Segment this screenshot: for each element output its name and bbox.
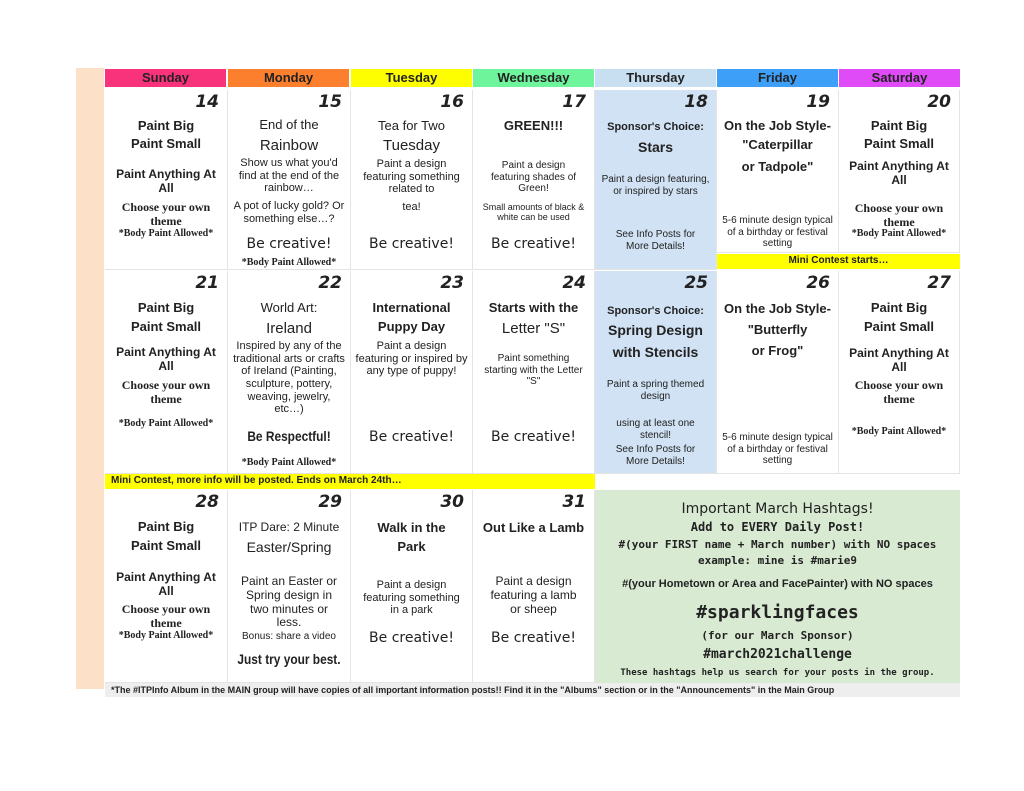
description-2: using at least one stencil! [616,418,695,441]
day-cell-18 [595,90,717,270]
theme-note: Choose your own theme [121,602,211,630]
description: Paint a spring themed design [606,379,705,402]
title-line-1: On the Job Style- [724,118,831,133]
day-number: 18 [684,92,708,112]
day-cell-20 [839,90,960,253]
be-creative: Be creative! [491,630,576,646]
title-line-1: End of the [259,117,319,132]
title-line-1: On the Job Style- [724,301,831,316]
day-cell-14 [105,90,228,270]
description-2: tea! [402,201,421,213]
day-number: 31 [562,492,586,512]
title-line-3: or Tadpole" [741,159,814,174]
be-respectful: Be Respectful! [247,428,331,444]
header-thursday: Thursday [595,69,716,87]
be-creative: Be creative! [369,236,454,252]
day-number: 27 [927,273,951,293]
hashtags-panel [595,490,960,683]
be-creative: Be creative! [246,236,332,252]
title-line-1: Paint Big [137,519,195,534]
description: Paint something starting with the Letter "S" [484,353,583,387]
title-line-2: Spring Design [608,322,703,338]
title-line-1: Paint Big [870,118,928,133]
title-line-1: Walk in the [377,520,446,535]
body-paint-note: *Body Paint Allowed* [118,228,214,239]
day-number: 25 [684,273,708,293]
description: Paint a design featuring a lamb or sheep [490,574,577,616]
hashtags-line-1: Add to EVERY Daily Post! [690,520,865,534]
description-2: A pot of lucky gold? Or something else…? [233,200,345,225]
try-best-note: Just try your best. [237,651,341,667]
day-cell-28 [105,490,228,683]
be-creative: Be creative! [369,429,454,445]
calendar [105,68,960,698]
description-2: Small amounts of black & white can be used [482,202,585,223]
title-line-1: GREEN!!! [503,118,564,133]
title-line-1: Starts with the [488,300,579,315]
be-creative: Be creative! [491,236,576,252]
title-line-2: Easter/Spring [246,539,332,555]
day-number: 15 [318,92,342,112]
body-paint-note: *Body Paint Allowed* [241,257,337,268]
theme-note: Choose your own theme [121,200,211,228]
description: Paint Anything At All [116,570,216,598]
day-cell-21 [105,271,228,474]
day-number: 20 [927,92,951,112]
description: Paint Anything At All [116,345,216,373]
description: 5-6 minute design typical of a birthday or festival setting [722,432,833,466]
theme-note: Choose your own theme [854,378,944,406]
day-cell-26 [717,271,839,474]
body-paint-note: *Body Paint Allowed* [241,457,337,468]
body-paint-note: *Body Paint Allowed* [851,228,947,239]
title-line-1: Paint Big [137,118,195,133]
day-cell-29 [228,490,351,683]
day-cell-15 [228,90,351,270]
day-number: 21 [195,273,219,293]
header-friday: Friday [717,69,838,87]
mini-contest-start-bar: Mini Contest starts… [717,254,960,269]
info-note: See Info Posts for More Details! [615,444,696,467]
title-line-2: Rainbow [259,137,319,154]
header-sunday: Sunday [105,69,226,87]
title-line-2: Paint Small [863,136,935,151]
header-tuesday: Tuesday [351,69,472,87]
title-line-2: Paint Small [130,136,202,151]
description: Paint a design featuring something in a park [363,579,460,617]
day-cell-22 [228,271,351,474]
title-line-1: Out Like a Lamb [482,520,585,535]
hashtags-line-3: example: mine is #marie9 [698,554,857,567]
title-line-2: Park [397,539,426,554]
hashtags-line-4: #(your Hometown or Area and FacePainter) with NO spaces [622,578,933,590]
day-number: 16 [440,92,464,112]
title-line-1: Paint Big [137,300,195,315]
header-wednesday: Wednesday [473,69,594,87]
day-number: 26 [806,273,830,293]
title-line-1: Sponsor's Choice: [607,305,704,317]
info-note: See Info Posts for More Details! [615,229,696,252]
title-line-2: Paint Small [130,319,202,334]
day-cell-17 [473,90,595,270]
hashtag-sparklingfaces: #sparklingfaces [696,602,859,623]
title-line-1: International [372,300,451,315]
be-creative: Be creative! [369,630,454,646]
description: Show us what you'd find at the end of the rainbow… [238,157,340,195]
title-line-2: Letter "S" [501,320,566,337]
day-number: 28 [195,492,219,512]
hashtags-title: Important March Hashtags! [681,501,874,517]
body-paint-note: *Body Paint Allowed* [851,426,947,437]
day-number: 23 [440,273,464,293]
description: Paint a design featuring or inspired by any type of puppy! [355,340,468,378]
body-paint-note: *Body Paint Allowed* [118,630,214,641]
description: Paint Anything At All [116,167,216,195]
title-line-3: with Stencils [612,344,699,360]
day-number: 30 [440,492,464,512]
description: Paint an Easter or Spring design in two minutes or less. [240,574,338,630]
day-cell-25 [595,271,717,474]
description: 5-6 minute design typical of a birthday or festival setting [722,215,833,249]
title-line-1: World Art: [260,300,318,315]
day-cell-31 [473,490,595,683]
title-line-1: Sponsor's Choice: [607,121,704,133]
day-cell-23 [351,271,473,474]
left-margin-strip [76,68,104,689]
footer-note: *The #ITPInfo Album in the MAIN group will have copies of all important information posts!! Find it in the "Albums" section or in the "Announcements" in the Main Group [105,683,960,697]
title-line-1: Tea for Two [378,118,445,133]
be-creative: Be creative! [491,429,576,445]
description: Paint a design featuring shades of Green! [490,160,577,194]
day-cell-19 [717,90,839,253]
title-line-1: Paint Big [870,300,928,315]
day-number: 19 [806,92,830,112]
description: Paint a design featuring, or inspired by stars [601,174,710,197]
description: Paint Anything At All [849,159,949,187]
hashtags-line-6: These hashtags help us search for your posts in the group. [620,668,935,678]
title-line-2: Ireland [266,320,312,337]
body-paint-note: *Body Paint Allowed* [118,418,214,429]
header-saturday: Saturday [839,69,960,87]
day-number: 17 [562,92,586,112]
title-line-1: ITP Dare: 2 Minute [238,520,340,534]
description: Paint a design featuring something related to [363,158,460,196]
description: Paint Anything At All [849,346,949,374]
hashtag-march2021challenge: #march2021challenge [703,647,852,662]
day-number: 14 [195,92,219,112]
title-line-2: "Butterfly [747,322,808,337]
theme-note: Choose your own theme [854,201,944,229]
day-number: 29 [318,492,342,512]
title-line-2: Paint Small [130,538,202,553]
title-line-3: or Frog" [751,343,804,358]
title-line-2: Stars [637,139,674,155]
title-line-2: "Caterpillar [742,137,813,152]
title-line-2: Puppy Day [377,319,446,334]
day-cell-30 [351,490,473,683]
day-cell-24 [473,271,595,474]
hashtags-line-5: (for our March Sponsor) [701,629,854,642]
title-line-2: Paint Small [863,319,935,334]
theme-note: Choose your own theme [121,378,211,406]
bonus-note: Bonus: share a video [242,631,336,642]
day-cell-16 [351,90,473,270]
mini-contest-info-bar: Mini Contest, more info will be posted. Ends on March 24th… [105,474,595,489]
description: Inspired by any of the traditional arts or crafts of Ireland (Painting, sculpture, pottery, weaving, jewelry, etc…) [233,340,345,416]
header-monday: Monday [228,69,349,87]
day-cell-27 [839,271,960,474]
day-number: 24 [562,273,586,293]
hashtags-line-2: #(your FIRST name + March number) with NO spaces [618,538,937,551]
title-line-2: Tuesday [383,137,440,154]
day-number: 22 [318,273,342,293]
